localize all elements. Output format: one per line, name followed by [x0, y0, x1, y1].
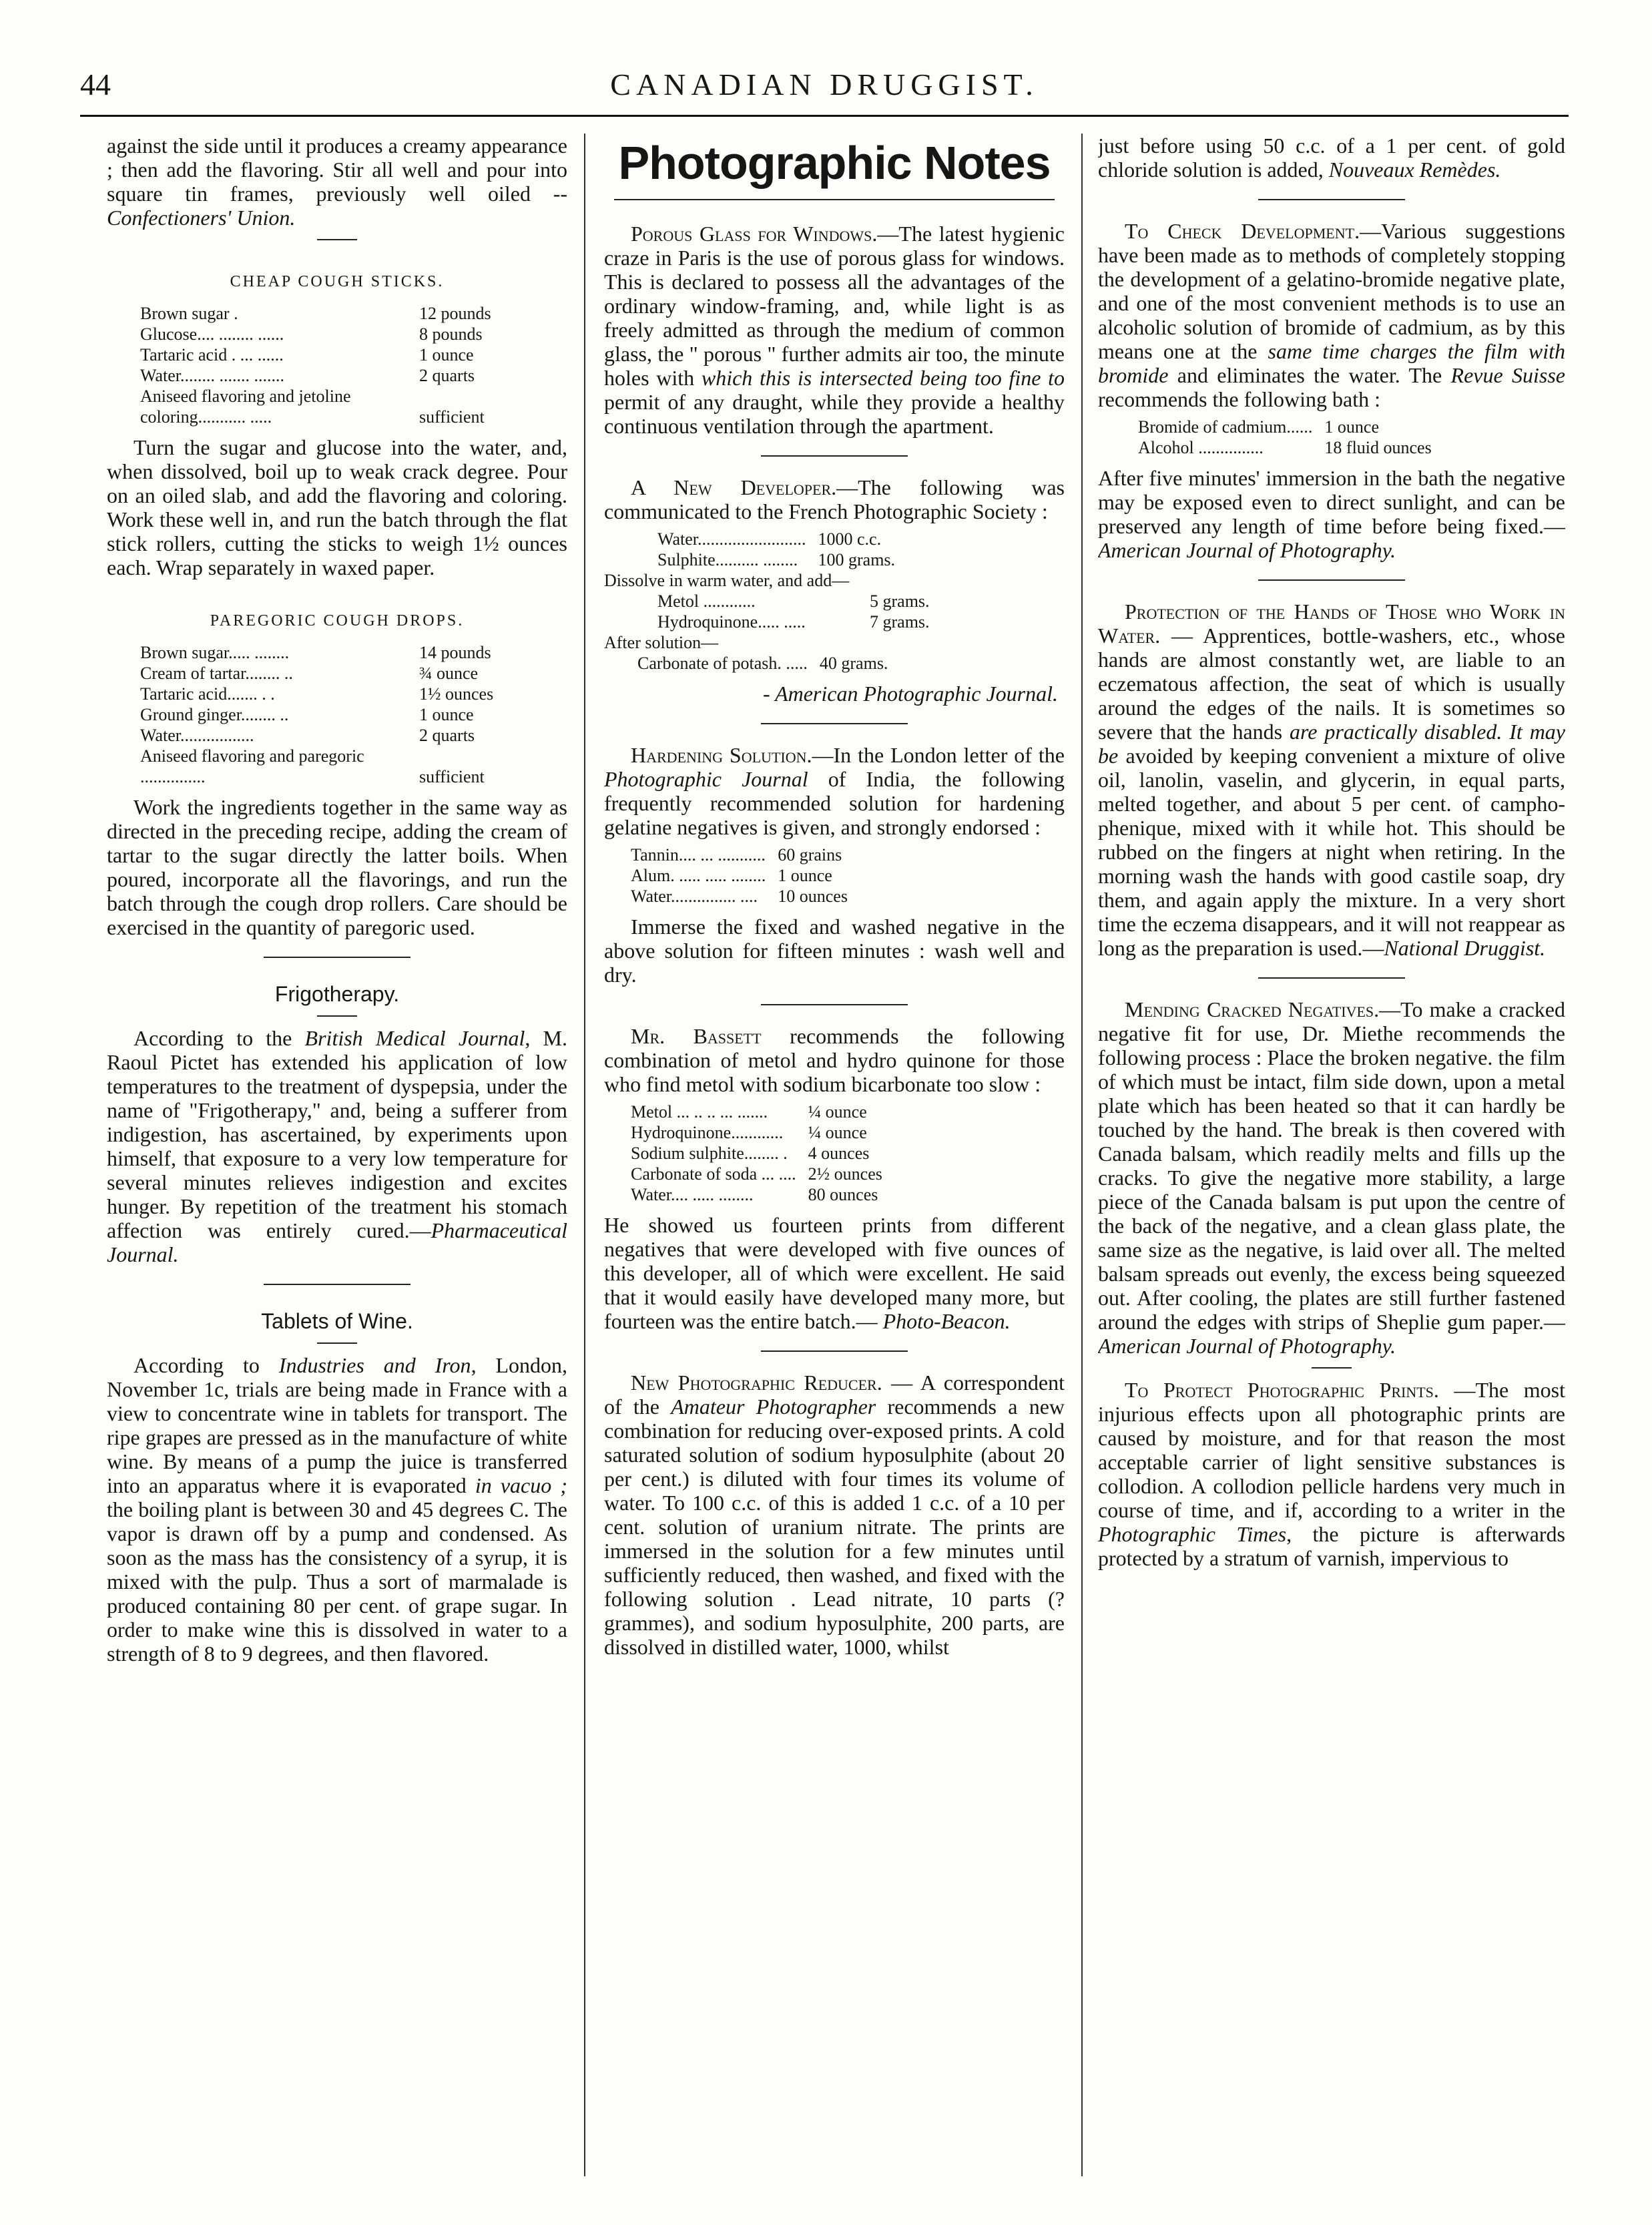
article-text: He showed us fourteen prints from different negatives that were developed with five ounces of this developer, all of which were excellent. He said that it would easily have developed many more, but fourteen was the entire batch.— Photo-Beacon.: [604, 1213, 1065, 1333]
recipe-row: Alum. ..... ..... ........ 1 ounce: [631, 866, 832, 885]
recipe-row: Water................. 2 quarts: [140, 726, 475, 745]
article-text: against the side until it produces a creamy appearance ; then add the flavoring. Stir all well and pour into square tin frames, previously well oiled -- Confectioners' Union.: [107, 134, 567, 230]
article-text: Hardening Solution.—In the London letter of the Photographic Journal of India, the following frequently recommended solution for hardening gelatine negatives is given, and strongly endorsed :: [604, 743, 1065, 839]
recipe-row: Cream of tartar........ .. ¾ ounce: [140, 664, 479, 683]
recipe-row: Tannin.... ... ........... 60 grains: [631, 845, 842, 864]
recipe-row: Water........ ....... ....... 2 quarts: [140, 366, 475, 385]
formula-note: After solution—: [604, 633, 719, 652]
recipe-row: Aniseed flavoring and jetoline coloring........... ..... sufficient: [140, 387, 485, 427]
section-rule: [761, 1350, 908, 1352]
recipe-table: [657, 529, 895, 570]
recipe-row: Carbonate of soda ... .... 2½ ounces: [631, 1164, 882, 1184]
recipe-row: Tartaric acid....... . . 1½ ounces: [140, 684, 494, 704]
recipe-row: Brown sugar . 12 pounds: [140, 304, 491, 323]
article-text: To Protect Photographic Prints. —The most injurious effects upon all photographic prints are caused by moisture, and for that reason the most acceptable carrier of light sensitive substances is collodion. A collodion pellicle hardens very much in course of time, and if, according to a writer in the Photographic Times, the picture is afterwards protected by a stratum of varnish, impervious to: [1098, 1378, 1565, 1570]
article-text: To Check Development.—Various suggestions have been made as to methods of completely stopping the development of a gelatino-bromide negative plate, and one of the most convenient methods is to use an alcoholic solution of bromide of cadmium, as by this means one at the same time charges the film with bromide and eliminates the water. The Revue Suisse recommends the following bath :: [1098, 219, 1565, 411]
recipe-row: Carbonate of potash. ..... 40 grams.: [637, 654, 888, 673]
recipe-table: [631, 1101, 882, 1205]
article-text: Work the ingredients together in the same way as directed in the preceding recipe, adding the cream of tartar to the sugar directly the latter boils. When poured, incorporate all the flavorings, and run the batch through the cough drop rollers. Care should be exercised in the quantity of paregoric used.: [107, 795, 567, 939]
column-divider: [584, 134, 585, 2176]
section-rule: [761, 723, 908, 724]
article-text: Mending Cracked Negatives.—To make a cracked negative fit for use, Dr. Miethe recommends the following process : Place the broken negative. the film of which must be intact, film side down, upon a metal plate which has been heated so that it can hardly be touched by the hand. The break is then covered with Canada balsam, which readily melts and fills up the cracks. To give the negative more stability, a large piece of the Canada balsam is put upon the centre of the back of the negative, and a clean glass plate, the same size as the negative, is laid over all. The melted balsam spreads out evenly, the excess being squeezed out. After cooling, the plates are still further fastened around the edges with strips of Sheplie gum paper.—American Journal of Photography.: [1098, 997, 1565, 1358]
article-text: After five minutes' immersion in the bath the negative may be exposed even to direct sunlight, and can be preserved any length of time before being fixed.—American Journal of Photography.: [1098, 466, 1565, 562]
page-number: 44: [80, 67, 111, 101]
recipe-row: Water.... ..... ........ 80 ounces: [631, 1185, 878, 1204]
article-text: just before using 50 c.c. of a 1 per cent. of gold chloride solution is added, Nouveaux Remèdes.: [1098, 134, 1565, 182]
column-divider: [1081, 134, 1083, 2176]
column-3: [1098, 134, 1565, 2190]
section-rule: [1258, 977, 1405, 979]
recipe-table: [657, 591, 930, 632]
recipe-row: Hydroquinone............ ¼ ounce: [631, 1123, 867, 1142]
recipe-row: Ground ginger........ .. 1 ounce: [140, 705, 474, 724]
section-rule: [1258, 199, 1405, 200]
article-text: Mr. Bassett recommends the following combination of metol and hydro quinone for those who find metol with sodium bicarbonate too slow :: [604, 1024, 1065, 1096]
header-rule: [80, 115, 1569, 117]
recipe-table: [1138, 417, 1432, 458]
recipe-row: Bromide of cadmium...... 1 ounce: [1138, 417, 1379, 437]
section-rule: [264, 1284, 410, 1285]
source-citation: - American Photographic Journal.: [762, 682, 1058, 706]
recipe-row: Water............... .... 10 ounces: [631, 887, 848, 906]
divider: [317, 1342, 357, 1344]
page-header: [80, 67, 1569, 113]
article-text: Porous Glass for Windows.—The latest hygienic craze in Paris is the use of porous glass for windows. This is declared to possess all the advantages of the ordinary window-framing, and, while light is as freely admitted as through the medium of common glass, the " porous " further admits air too, the minute holes with which this is intersected being too fine to permit of any draught, while they provide a healthy continuous ventilation through the apartment.: [604, 222, 1065, 438]
section-heading: Tablets of Wine.: [261, 1309, 413, 1333]
recipe-row: Sulphite.......... ........ 100 grams.: [657, 550, 896, 569]
formula-note: Dissolve in warm water, and add—: [604, 571, 850, 590]
recipe-row: Aniseed flavoring and paregoric ............... sufficient: [140, 746, 485, 786]
recipe-row: Water......................... 1000 c.c.: [657, 529, 882, 549]
article-text: Turn the sugar and glucose into the water, and, when dissolved, boil up to weak crack degree. Pour on an oiled slab, and add the flavoring and coloring. Work these well in, and run the batch through the flat stick rollers, cutting the sticks to weigh 1½ ounces each. Wrap separately in waxed paper.: [107, 435, 567, 579]
section-title: Photographic Notes: [618, 137, 1051, 189]
title-rule: [614, 199, 1055, 200]
recipe-table: [637, 653, 888, 674]
recipe-row: Sodium sulphite........ . 4 ounces: [631, 1144, 870, 1163]
recipe-row: Brown sugar..... ........ 14 pounds: [140, 643, 491, 662]
section-heading: Frigotherapy.: [274, 982, 400, 1006]
divider: [317, 1015, 357, 1017]
article-text: According to Industries and Iron, London, November 1c, trials are being made in France with a view to concentrate wine in tablets for transport. The ripe grapes are pressed as in the manufacture of white wine. By means of a pump the juice is transferred into an apparatus where it is evaporated in vacuo ; the boiling plant is between 30 and 45 degrees C. The vapor is drawn off by a pump and condensed. As soon as the mass has the consistency of a syrup, it is mixed with the pulp. Thus a sort of marmalade is produced containing 80 per cent. of grape sugar. In order to make wine this is dissolved in water to a strength of 8 to 9 degrees, and then flavored.: [107, 1353, 567, 1666]
article-text: Immerse the fixed and washed negative in the above solution for fifteen minutes : wash well and dry.: [604, 915, 1065, 987]
recipe-table: [631, 844, 848, 907]
recipe-row: Hydroquinone..... ..... 7 grams.: [657, 612, 930, 632]
recipe-row: Metol ... .. .. ... ....... ¼ ounce: [631, 1102, 867, 1122]
section-rule: [761, 1004, 908, 1005]
recipe-row: Glucose.... ........ ...... 8 pounds: [140, 324, 483, 344]
article-text: Protection of the Hands of Those who Work in Water. — Apprentices, bottle-washers, etc., whose hands are almost constantly wet, are liable to an eczematous affection, the seat of which is usually around the edges of the nails. It is sometimes so severe that the hands are practically disabled. It may be avoided by keeping convenient a mixture of olive oil, lanolin, vaselin, and glycerin, in equal parts, melted together, and about 5 per cent. of campho-phenique, mixed with it while hot. This should be rubbed on the fingers at night when retiring. In the morning wash the hands with good castile soap, dry them, and again apply the mixture. In a very short time the eczema disappears, and it will not reappear as long as the preparation is used.—National Druggist.: [1098, 599, 1565, 960]
recipe-heading: PAREGORIC COUGH DROPS.: [210, 612, 465, 630]
section-rule: [264, 957, 410, 958]
section-rule: [1258, 579, 1405, 581]
column-2: [604, 134, 1065, 2190]
recipe-table: [140, 303, 491, 427]
recipe-row: Alcohol ............... 18 fluid ounces: [1138, 438, 1432, 457]
section-rule: [761, 455, 908, 457]
recipe-row: Metol ............ 5 grams.: [657, 591, 930, 611]
column-1: [107, 134, 567, 2190]
divider: [1312, 1367, 1352, 1369]
running-title: CANADIAN DRUGGIST.: [610, 67, 1039, 101]
article-text: New Photographic Reducer. — A correspondent of the Amateur Photographer recommends a new combination for reducing over-exposed prints. A cold saturated solution of sodium hyposulphite (about 20 per cent.) is diluted with four times its volume of water. To 100 c.c. of this is added 1 c.c. of a 10 per cent. solution of uranium nitrate. The prints are immersed in the solution for a few minutes until sufficiently reduced, then washed, and fixed with the following solution . Lead nitrate, 10 parts (? grammes), and sodium hyposulphite, 200 parts, are dissolved in distilled water, 1000, whilst: [604, 1371, 1065, 1659]
article-text: A New Developer.—The following was communicated to the French Photographic Society :: [604, 475, 1065, 523]
article-text: According to the British Medical Journal, M. Raoul Pictet has extended his application of low temperatures to the treatment of dyspepsia, under the name of "Frigotherapy," and, being a sufferer from indigestion, has ascertained, by experiments upon himself, that exposure to a very low temperature for several minutes relieves indigestion and excites hunger. By repetition of the treatment his stomach affection was entirely cured.—Pharmaceutical Journal.: [107, 1026, 567, 1266]
recipe-heading: CHEAP COUGH STICKS.: [230, 273, 445, 290]
divider: [317, 239, 357, 240]
recipe-row: Tartaric acid . ... ...... 1 ounce: [140, 345, 474, 364]
recipe-table: [140, 642, 493, 787]
